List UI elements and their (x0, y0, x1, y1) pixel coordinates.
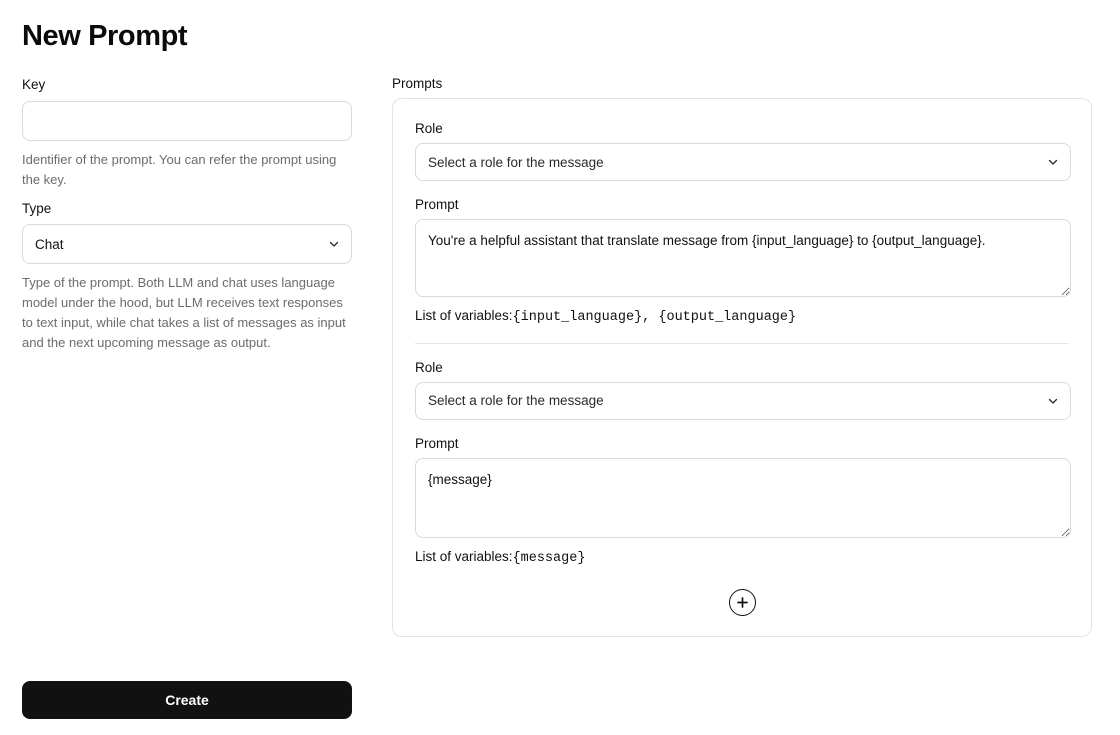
variables-label: List of variables: (415, 308, 513, 323)
prompts-column (392, 76, 1092, 637)
role-label: Role (415, 121, 443, 136)
prompts-panel (392, 98, 1092, 637)
message-block (415, 121, 1069, 327)
type-help-text: Type of the prompt. Both LLM and chat uses language model under the hood, but LLM receives text responses to text input, while chat takes a list of messages as input and the next upcoming message as output. (22, 275, 346, 351)
prompts-label: Prompts (392, 76, 443, 91)
prompt-label: Prompt (415, 197, 459, 212)
add-message-button[interactable] (729, 589, 756, 616)
add-message-row (415, 589, 1069, 616)
type-select-value[interactable]: Chat (22, 224, 352, 264)
prompt-textarea[interactable] (415, 458, 1071, 538)
role-select[interactable] (415, 382, 1071, 420)
variables-line (415, 548, 1069, 568)
role-select-value[interactable]: Select a role for the message (415, 143, 1071, 181)
plus-circle-icon (736, 596, 749, 609)
key-help-text: Identifier of the prompt. You can refer the prompt using the key. (22, 151, 337, 187)
message-divider (415, 343, 1069, 344)
role-select-value[interactable]: Select a role for the message (415, 382, 1071, 420)
message-block (415, 360, 1069, 568)
key-input[interactable] (22, 101, 352, 141)
variables-line (415, 307, 1069, 327)
role-select[interactable] (415, 143, 1071, 181)
variables-value: {message} (512, 550, 586, 566)
variables-value: {input_language}, {output_language} (512, 310, 797, 325)
create-button[interactable]: Create (22, 681, 352, 719)
prompt-label: Prompt (415, 435, 459, 451)
variables-label: List of variables: (415, 548, 513, 564)
type-select[interactable] (22, 224, 352, 264)
type-field-label: Type (22, 200, 52, 216)
left-form-column (22, 76, 352, 353)
page-title: New Prompt (22, 20, 188, 52)
role-label: Role (415, 359, 443, 375)
prompt-textarea[interactable] (415, 219, 1071, 297)
key-field-label: Key (22, 77, 46, 92)
